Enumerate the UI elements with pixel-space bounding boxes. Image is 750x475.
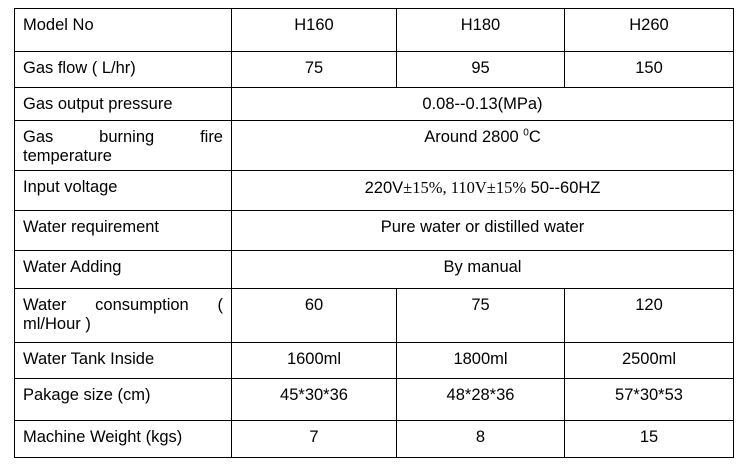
cell-value: Pure water or distilled water <box>232 211 734 251</box>
cell-value: 120 <box>565 289 734 343</box>
voltage-part2: ±15%, 110V <box>403 178 487 197</box>
cell-value: 95 <box>397 52 565 88</box>
cell-value: 150 <box>565 52 734 88</box>
cell-value: 57*30*53 <box>565 379 734 421</box>
cell-value: 2500ml <box>565 343 734 379</box>
table-row <box>15 211 734 251</box>
row-label: Gas flow ( L/hr) <box>15 52 232 88</box>
table-row <box>15 121 734 171</box>
row-label: Gas burning fire temperature <box>15 121 232 171</box>
header-label: Model No <box>15 9 232 52</box>
table-row <box>15 379 734 421</box>
voltage-part1: 220V <box>364 179 404 197</box>
table-row <box>15 88 734 121</box>
row-label: Input voltage <box>15 171 232 211</box>
voltage-part3: ±15% <box>486 178 527 197</box>
spec-table <box>14 8 734 458</box>
table-row <box>15 9 734 52</box>
row-label: Machine Weight (kgs) <box>15 421 232 458</box>
table-row <box>15 421 734 458</box>
table-row <box>15 52 734 88</box>
row-label: Water Tank Inside <box>15 343 232 379</box>
cell-value: 15 <box>565 421 734 458</box>
cell-value: 7 <box>232 421 397 458</box>
table-row <box>15 289 734 343</box>
cell-value <box>232 171 734 211</box>
row-label: Water requirement <box>15 211 232 251</box>
table-row <box>15 251 734 289</box>
cell-value: 75 <box>397 289 565 343</box>
table-row <box>15 171 734 211</box>
cell-value: 0.08--0.13(MPa) <box>232 88 734 121</box>
model-h160: H160 <box>232 9 397 52</box>
model-h260: H260 <box>565 9 734 52</box>
temp-suffix: C <box>528 128 541 146</box>
cell-value <box>232 121 734 171</box>
temp-sup: 0 <box>523 127 529 139</box>
cell-value: 45*30*36 <box>232 379 397 421</box>
cell-value: 1800ml <box>397 343 565 379</box>
table-row <box>15 343 734 379</box>
voltage-part4: 50--60HZ <box>526 179 601 197</box>
row-label: Water consumption ( ml/Hour ) <box>15 289 232 343</box>
temp-prefix: Around 2800 <box>424 128 524 146</box>
row-label: Gas output pressure <box>15 88 232 121</box>
row-label: Pakage size (cm) <box>15 379 232 421</box>
row-label: Water Adding <box>15 251 232 289</box>
cell-value: 48*28*36 <box>397 379 565 421</box>
cell-value: 8 <box>397 421 565 458</box>
cell-value: 1600ml <box>232 343 397 379</box>
cell-value: By manual <box>232 251 734 289</box>
cell-value: 60 <box>232 289 397 343</box>
cell-value: 75 <box>232 52 397 88</box>
model-h180: H180 <box>397 9 565 52</box>
